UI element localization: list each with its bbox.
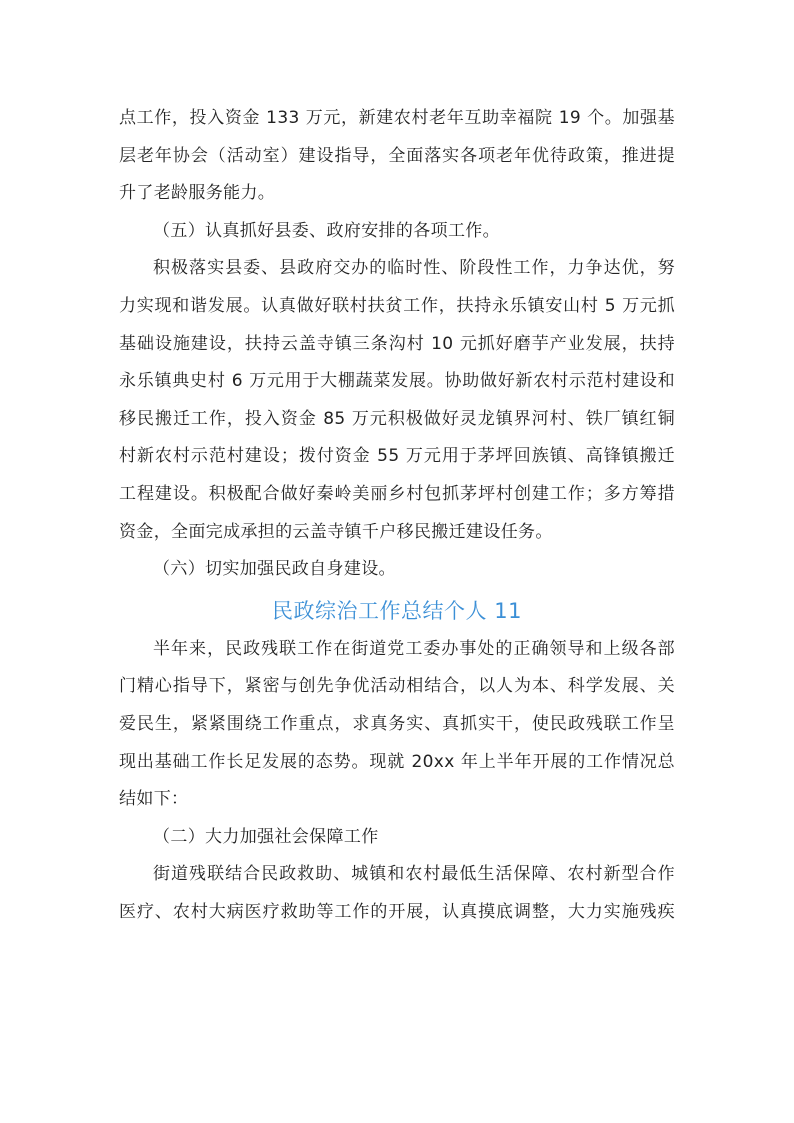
text-line: 力实现和谐发展。认真做好联村扶贫工作，扶持永乐镇安山村 5 万元抓	[119, 295, 675, 316]
document-body	[119, 100, 675, 931]
subheading-five: （五）认真抓好县委、政府安排的各项工作。	[153, 220, 500, 241]
text-line: 村新农村示范村建设；拨付资金 55 万元用于茅坪回族镇、高锋镇搬迁	[119, 446, 675, 467]
text-line: 结如下：	[119, 789, 189, 810]
text-line: 医疗、农村大病医疗救助等工作的开展，认真摸底调整，大力实施残疾	[119, 901, 675, 922]
section-title: 民政综治工作总结个人 11	[272, 598, 522, 623]
text-line: 半年来，民政残联工作在街道党工委办事处的正确领导和上级各部	[153, 638, 675, 659]
text-line: 现出基础工作长足发展的态势。现就 20xx 年上半年开展的工作情况总	[119, 751, 675, 772]
text-line: 升了老龄服务能力。	[119, 183, 276, 204]
text-line: 移民搬迁工作，投入资金 85 万元积极做好灵龙镇界河村、铁厂镇红铜	[119, 408, 675, 429]
text-line: 门精心指导下，紧密与创先争优活动相结合，以人为本、科学发展、关	[119, 676, 675, 697]
paragraph-half-year-summary	[119, 631, 675, 819]
text-line: 爱民生，紧紧围绕工作重点，求真务实、真抓实干，使民政残联工作呈	[119, 713, 675, 734]
text-line: 层老年协会（活动室）建设指导，全面落实各项老年优待政策，推进提	[119, 145, 675, 166]
subheading-two: （二）大力加强社会保障工作	[153, 826, 379, 847]
paragraph-county-tasks	[119, 250, 675, 551]
text-line: 点工作，投入资金 133 万元，新建农村老年互助幸福院 19 个。加强基	[119, 108, 675, 128]
text-line: 资金，全面完成承担的云盖寺镇千户移民搬迁建设任务。	[119, 521, 553, 542]
subheading-six: （六）切实加强民政自身建设。	[153, 559, 396, 580]
text-line: 积极落实县委、县政府交办的临时性、阶段性工作，力争达优，努	[153, 258, 675, 279]
paragraph-social-security	[119, 856, 675, 931]
text-line: 基础设施建设，扶持云盖寺镇三条沟村 10 元抓好磨芋产业发展，扶持	[119, 333, 675, 354]
text-line: 工程建设。积极配合做好秦岭美丽乡村包抓茅坪村创建工作；多方筹措	[119, 483, 675, 504]
text-line: 街道残联结合民政救助、城镇和农村最低生活保障、农村新型合作	[153, 864, 675, 885]
text-line: 永乐镇典史村 6 万元用于大棚蔬菜发展。协助做好新农村示范村建设和	[119, 371, 675, 392]
paragraph-elderly-services	[119, 100, 675, 213]
